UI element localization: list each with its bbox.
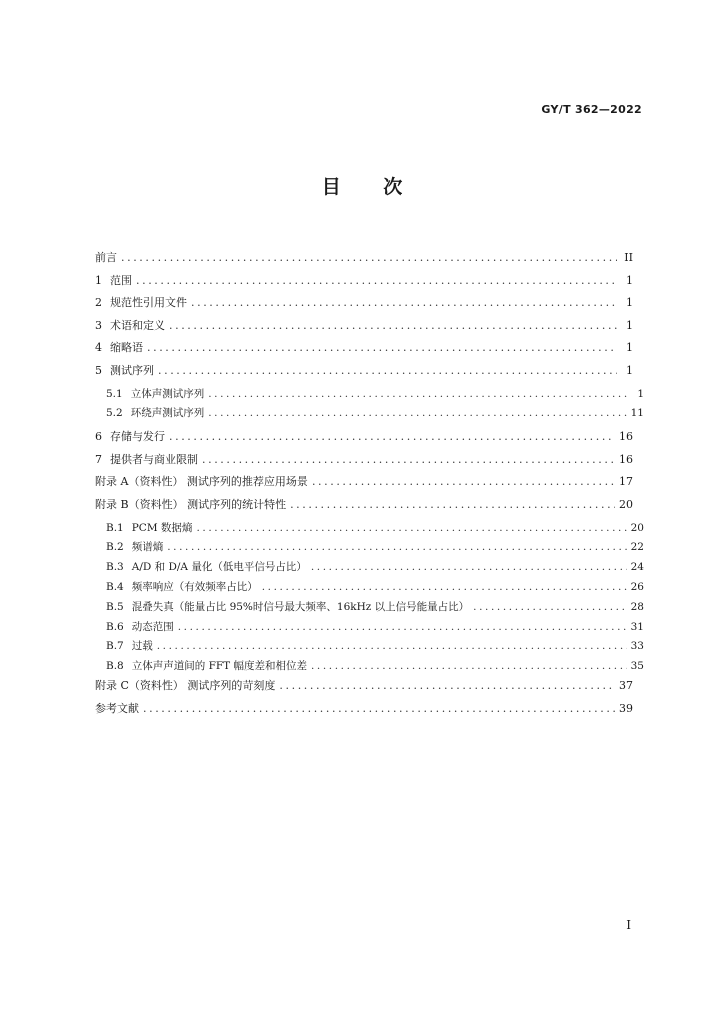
- toc-heading: 目 次: [321, 176, 421, 198]
- toc-entry-number: 2: [95, 296, 102, 310]
- toc-entry-title: 提供者与商业限制: [110, 452, 198, 466]
- toc-entry-title: 立体声声道间的 FFT 幅度差和相位差: [131, 660, 307, 673]
- toc-entry-1[interactable]: [95, 273, 633, 296]
- toc-entry-title: 过载: [131, 640, 153, 653]
- leader-dots: [169, 429, 615, 445]
- leader-dots: [196, 520, 626, 536]
- toc-entry-annex-b[interactable]: [95, 497, 633, 520]
- toc-entry-title: 缩略语: [110, 341, 143, 355]
- toc-entry-number: B.5: [106, 600, 124, 613]
- leader-dots: [143, 701, 615, 717]
- leader-dots: [169, 318, 617, 334]
- toc-entry-page: 20: [630, 521, 644, 534]
- toc-entry-title: A/D 和 D/A 量化（低电平信号占比）: [131, 561, 307, 574]
- toc-entry-page: 1: [637, 387, 644, 400]
- toc-entry-b-5[interactable]: [95, 599, 644, 619]
- toc-entry-page: 17: [619, 475, 633, 489]
- toc-entry-page: 20: [619, 497, 633, 511]
- toc-entry-title: 参考文献: [95, 701, 139, 715]
- toc-entry-title: 环绕声测试序列: [130, 407, 205, 420]
- leader-dots: [136, 273, 617, 289]
- toc-entry-b-1[interactable]: [95, 520, 644, 540]
- toc-entry-page: 24: [630, 561, 644, 574]
- toc-entry-title: 规范性引用文件: [110, 296, 187, 310]
- leader-dots: [311, 559, 627, 575]
- leader-dots: [202, 452, 615, 468]
- toc-entry-title: 附录 B（资料性） 测试序列的统计特性: [95, 497, 287, 511]
- toc-entry-number: 7: [95, 452, 102, 466]
- toc-entry-7[interactable]: [95, 452, 633, 475]
- toc-entry-page: 1: [626, 341, 633, 355]
- leader-dots: [191, 295, 617, 311]
- toc-entry-b-3[interactable]: [95, 559, 644, 579]
- leader-dots: [167, 539, 626, 555]
- toc-entry-2[interactable]: [95, 295, 633, 318]
- toc-entry-number: B.7: [106, 640, 124, 653]
- toc-entry-title: 立体声测试序列: [130, 387, 205, 400]
- toc-entry-3[interactable]: [95, 318, 633, 341]
- toc-entry-title: 术语和定义: [110, 318, 165, 332]
- toc-entry-b-4[interactable]: [95, 579, 644, 599]
- leader-dots: [279, 678, 615, 694]
- toc-entry-title: 测试序列: [110, 363, 154, 377]
- toc-entry-number: 5.2: [106, 407, 123, 420]
- toc-entry-number: 5: [95, 363, 102, 377]
- toc-entry-5-1[interactable]: [95, 386, 644, 406]
- toc-entry-title: 附录 C（资料性） 测试序列的苛刻度: [95, 678, 276, 692]
- leader-dots: [158, 363, 617, 379]
- leader-dots: [311, 658, 627, 674]
- leader-dots: [312, 474, 615, 490]
- toc-entry-b-7[interactable]: [95, 638, 644, 658]
- standard-code: GY/T 362—2022: [541, 103, 642, 116]
- toc-entry-page: 16: [619, 430, 633, 444]
- toc-entry-page: 35: [630, 660, 644, 673]
- toc-entry-title: 频率响应（有效频率占比）: [131, 580, 258, 593]
- toc-entry-number: 4: [95, 341, 102, 355]
- toc-entry-page: 1: [626, 363, 633, 377]
- toc-entry-page: 11: [630, 407, 644, 420]
- toc-entry-title: 频谱熵: [131, 541, 164, 554]
- toc-entry-foreword[interactable]: [95, 250, 633, 273]
- leader-dots: [208, 386, 628, 402]
- toc-entry-page: 16: [619, 452, 633, 466]
- leader-dots: [208, 405, 626, 421]
- toc-entry-5[interactable]: [95, 363, 633, 386]
- toc-entry-page: 1: [626, 273, 633, 287]
- toc-entry-number: 6: [95, 430, 102, 444]
- toc-entry-title: 动态范围: [131, 620, 174, 633]
- toc-entry-page: 26: [630, 580, 644, 593]
- toc-entry-5-2[interactable]: [95, 405, 644, 425]
- toc-entry-page: 1: [626, 296, 633, 310]
- toc-entry-title: 前言: [95, 251, 117, 264]
- toc-entry-number: B.4: [106, 580, 124, 593]
- toc-entry-b-2[interactable]: [95, 539, 644, 559]
- toc-entry-page: 1: [626, 318, 633, 332]
- toc-entry-page: 33: [630, 640, 644, 653]
- toc-entry-number: B.6: [106, 620, 124, 633]
- table-of-contents: [95, 250, 644, 723]
- toc-entry-page: 28: [630, 600, 644, 613]
- toc-entry-page: 22: [630, 541, 644, 554]
- toc-entry-6[interactable]: [95, 429, 633, 452]
- leader-dots: [473, 599, 626, 615]
- toc-entry-number: 3: [95, 318, 102, 332]
- toc-entry-title: 存储与发行: [110, 430, 165, 444]
- toc-entry-title: PCM 数据熵: [131, 521, 193, 534]
- toc-entry-title: 混叠失真（能量占比 95%时信号最大频率、16kHz 以上信号能量占比）: [131, 600, 470, 613]
- toc-entry-number: B.8: [106, 660, 124, 673]
- toc-entry-annex-c[interactable]: [95, 678, 633, 701]
- leader-dots: [157, 638, 627, 654]
- leader-dots: [262, 579, 627, 595]
- toc-entry-b-6[interactable]: [95, 619, 644, 639]
- toc-entry-number: B.3: [106, 561, 124, 574]
- page-folio: I: [626, 918, 631, 932]
- toc-entry-page: 31: [630, 620, 644, 633]
- toc-entry-annex-a[interactable]: [95, 474, 633, 497]
- leader-dots: [121, 250, 617, 266]
- toc-entry-page: II: [624, 251, 633, 264]
- leader-dots: [290, 497, 615, 513]
- toc-entry-references[interactable]: [95, 701, 633, 724]
- leader-dots: [147, 340, 617, 356]
- leader-dots: [178, 619, 627, 635]
- toc-entry-number: B.2: [106, 541, 124, 554]
- toc-entry-number: 1: [95, 273, 102, 287]
- toc-entry-title: 附录 A（资料性） 测试序列的推荐应用场景: [95, 475, 308, 489]
- toc-entry-number: 5.1: [106, 387, 123, 400]
- toc-entry-b-8[interactable]: [95, 658, 644, 678]
- toc-entry-4[interactable]: [95, 340, 633, 363]
- toc-entry-title: 范围: [110, 273, 132, 287]
- toc-entry-page: 37: [619, 678, 633, 692]
- toc-entry-number: B.1: [106, 521, 124, 534]
- toc-entry-page: 39: [619, 701, 633, 715]
